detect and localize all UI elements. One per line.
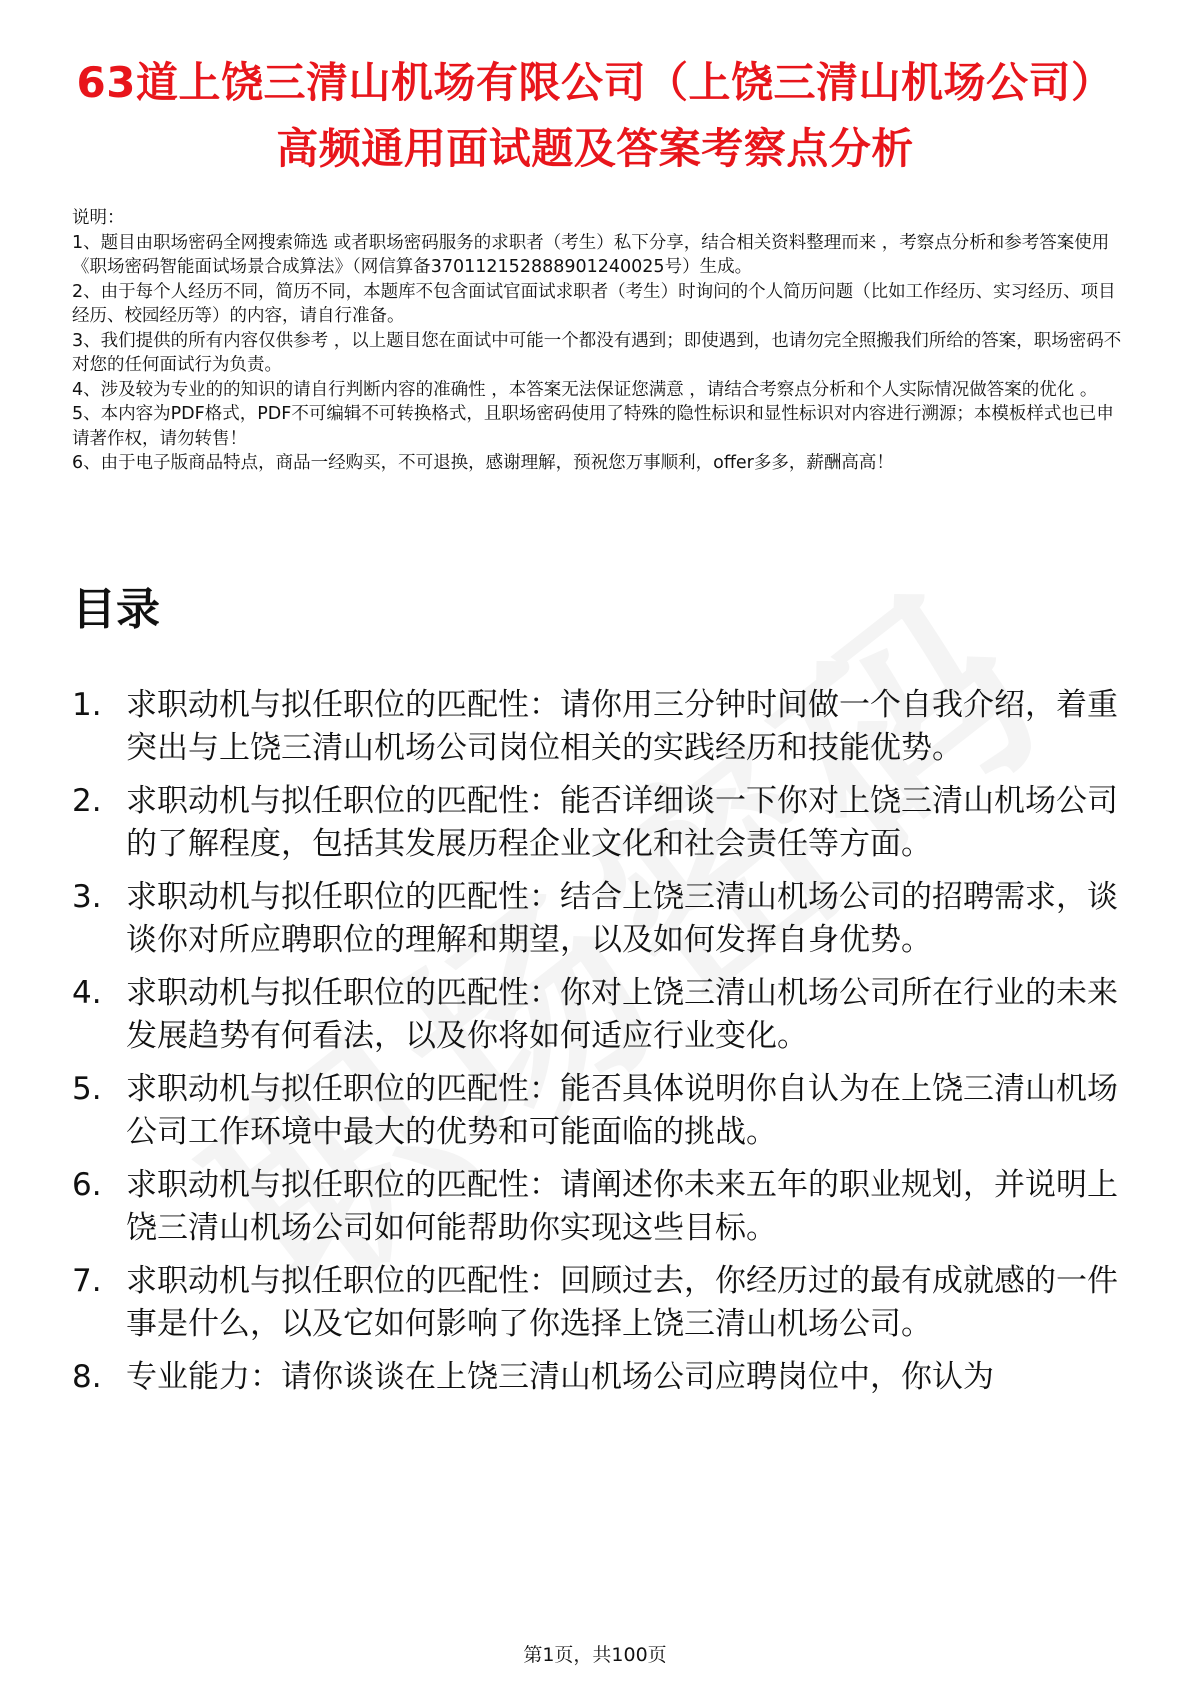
- toc-item[interactable]: [72, 1164, 1132, 1250]
- toc-item-text: 求职动机与拟任职位的匹配性：请你用三分钟时间做一个自我介绍，着重突出与上饶三清山机场公司岗位相关的实践经历和技能优势。: [126, 687, 1118, 766]
- toc-item[interactable]: [72, 780, 1132, 866]
- toc-item[interactable]: [72, 972, 1132, 1058]
- toc-item-number: 6.: [72, 1167, 102, 1203]
- notes-heading: 说明：: [72, 208, 125, 228]
- page-title: 63道上饶三清山机场有限公司（上饶三清山机场公司）高频通用面试题及答案考察点分析: [76, 58, 1114, 173]
- toc-item-text: 求职动机与拟任职位的匹配性：结合上饶三清山机场公司的招聘需求，谈谈你对所应聘职位的理解和期望，以及如何发挥自身优势。: [126, 879, 1118, 958]
- toc-item-text: 求职动机与拟任职位的匹配性：请阐述你未来五年的职业规划，并说明上饶三清山机场公司如何能帮助你实现这些目标。: [126, 1167, 1118, 1246]
- note-item-6: 6、由于电子版商品特点，商品一经购买，不可退换，感谢理解，预祝您万事顺利，offer多多，薪酬高高！: [72, 453, 894, 473]
- toc-item-number: 5.: [72, 1071, 102, 1107]
- toc-item-number: 8.: [72, 1359, 102, 1395]
- note-item-3: 3、我们提供的所有内容仅供参考 ，以上题目您在面试中可能一个都没有遇到；即使遇到，也请勿完全照搬我们所给的答案，职场密码不对您的任何面试行为负责。: [72, 330, 1122, 375]
- toc-item[interactable]: [72, 1260, 1132, 1346]
- note-item-4: 4、涉及较为专业的的知识的请自行判断内容的准确性 ，本答案无法保证您满意 ，请结合考察点分析和个人实际情况做答案的优化 。: [72, 379, 1098, 400]
- toc-item-text: 求职动机与拟任职位的匹配性：能否具体说明你自认为在上饶三清山机场公司工作环境中最大的优势和可能面临的挑战。: [126, 1071, 1118, 1150]
- note-item-2: 2、由于每个人经历不同，简历不同，本题库不包含面试官面试求职者（考生）时询问的个人简历问题（比如工作经历、实习经历、项目经历、校园经历等）的内容，请自行准备。: [72, 281, 1116, 326]
- toc-item-number: 7.: [72, 1263, 102, 1299]
- toc-item-number: 3.: [72, 879, 102, 915]
- toc-item[interactable]: [72, 1356, 1132, 1399]
- toc-item-number: 2.: [72, 783, 102, 819]
- toc-item-text: 求职动机与拟任职位的匹配性：回顾过去，你经历过的最有成就感的一件事是什么，以及它如何影响了你选择上饶三清山机场公司。: [126, 1263, 1118, 1342]
- toc-list: [72, 684, 1132, 1409]
- toc-heading: 目录: [72, 584, 160, 635]
- toc-item-text: 求职动机与拟任职位的匹配性：你对上饶三清山机场公司所在行业的未来发展趋势有何看法，以及你将如何适应行业变化。: [126, 975, 1118, 1054]
- toc-item-number: 4.: [72, 975, 102, 1011]
- toc-item[interactable]: [72, 876, 1132, 962]
- toc-item-text: 专业能力：请你谈谈在上饶三清山机场公司应聘岗位中，你认为: [126, 1359, 994, 1395]
- toc-item-number: 1.: [72, 687, 102, 723]
- note-item-1: 1、题目由职场密码全网搜索筛选 或者职场密码服务的求职者（考生）私下分享，结合相关资料整理而来 ，考察点分析和参考答案使用《职场密码智能面试场景合成算法》（网信算备370112152888901240025号）生成。: [72, 232, 1110, 277]
- toc-item[interactable]: [72, 684, 1132, 770]
- toc-item-text: 求职动机与拟任职位的匹配性：能否详细谈一下你对上饶三清山机场公司的了解程度，包括其发展历程企业文化和社会责任等方面。: [126, 783, 1118, 862]
- notes-section: [72, 206, 1122, 476]
- note-item-5: 5、本内容为PDF格式，PDF不可编辑不可转换格式，且职场密码使用了特殊的隐性标识和显性标识对内容进行溯源；本模板样式也已申请著作权，请勿转售！: [72, 404, 1114, 449]
- page-number: 第1页，共100页: [523, 1644, 667, 1666]
- toc-item[interactable]: [72, 1068, 1132, 1154]
